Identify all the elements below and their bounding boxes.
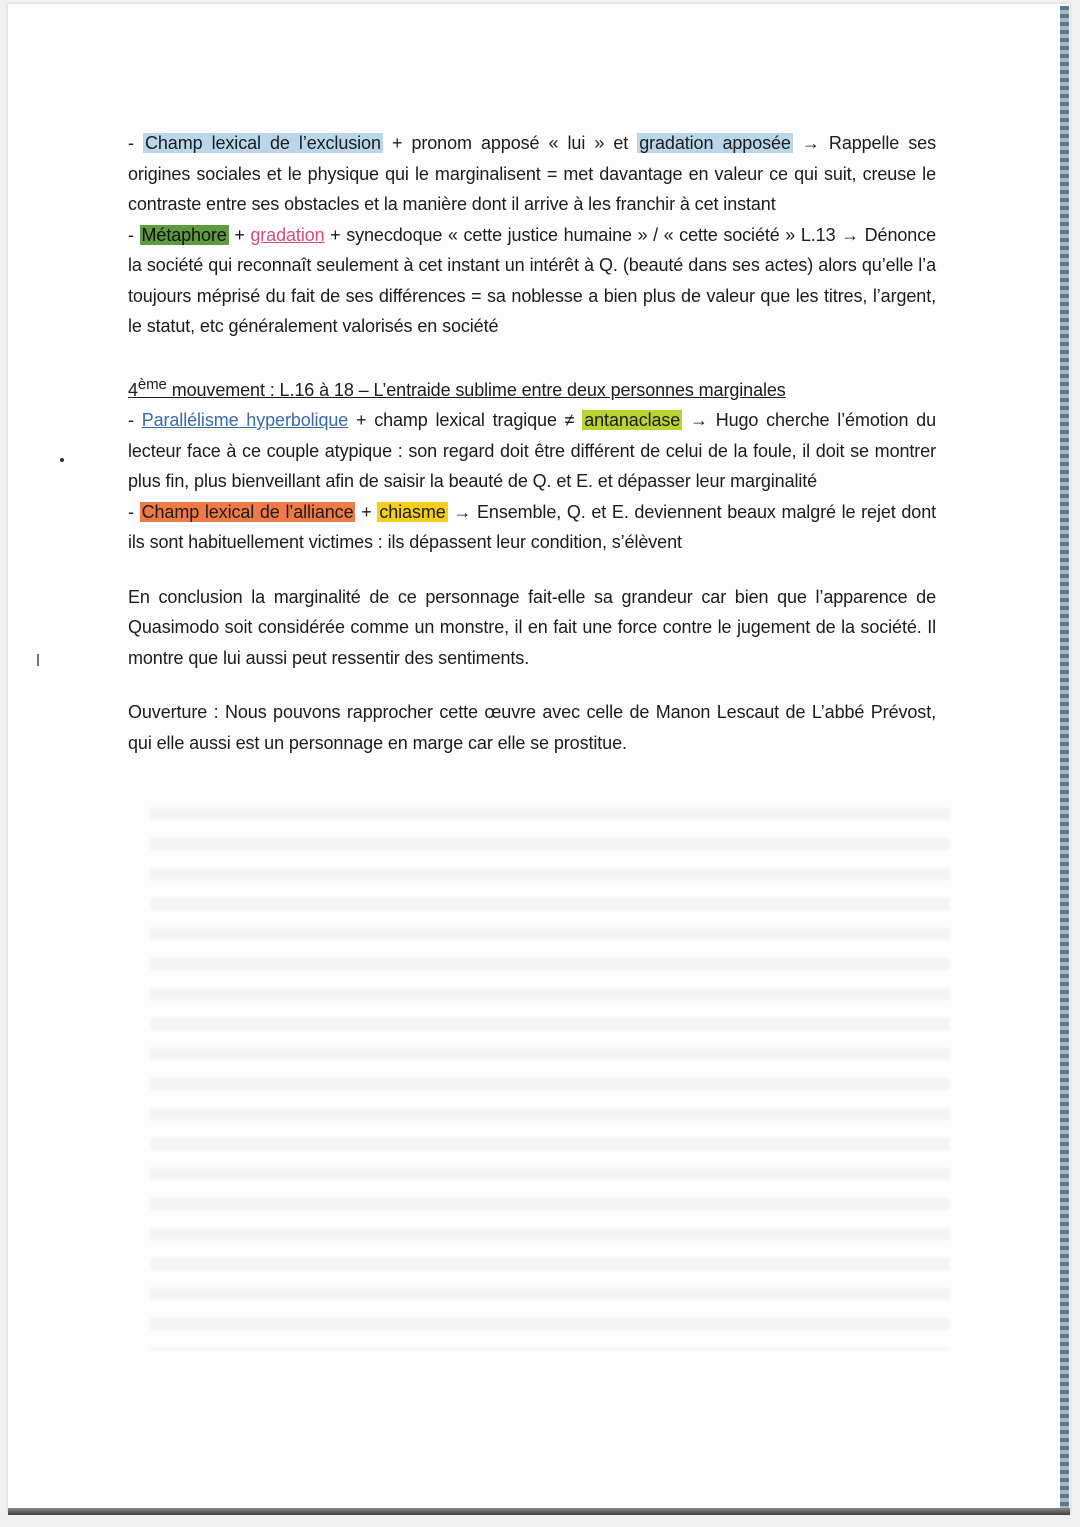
underlined-parallelisme: Parallélisme hyperbolique [141,410,349,430]
highlight-metaphore: Métaphore [141,224,227,245]
spacer [128,558,936,582]
paragraph-ouverture: Ouverture : Nous pouvons rapprocher cette œuvre avec celle de Manon Lescaut de L’abbé Prévost, qui elle aussi est un personnage en marge car elle se prostitue. [128,702,936,753]
highlight-exclusion: Champ lexical de l’exclusion [144,133,381,153]
paragraph-conclusion: En conclusion la marginalité de ce personnage fait-elle sa grandeur car bien que l’apparence de Quasimodo soit considérée comme un monstre, il en fait une force contre le jugement de la société. Il montre que lui aussi peut ressentir des sentiments. [128,586,936,668]
underlined-gradation: gradation [250,224,325,245]
margin-mark [37,654,39,666]
spacer [128,342,936,370]
highlight-antanaclase: antanaclase [584,410,681,430]
highlight-alliance: Champ lexical de l’alliance [141,501,354,522]
spacer [128,673,936,697]
bleed-through-shadow [150,790,950,1350]
section-heading-4: 4ème mouvement : L.16 à 18 – L’entraide sublime entre deux personnes marginales [128,375,786,400]
scan-bottom-edge [8,1508,1070,1515]
document-body [128,128,936,758]
margin-dot [60,458,64,462]
paragraph-parallelisme: - Parallélisme hyperbolique + champ lexical tragique ≠ antanaclase → Hugo cherche l’émotion du lecteur face à ce couple atypique : son regard doit être différent de celui de la foule, il doit se montrer plus fin, plus bienveillant afin de saisir la beauté de Q. et E. et dépasser leur marginalité [128,410,936,491]
paragraph-alliance: - Champ lexical de l’alliance + chiasme → Ensemble, Q. et E. deviennent beaux malgré le rejet dont ils sont habituellement victimes : ils dépassent leur condition, s’élèvent [128,501,937,552]
paragraph-metaphore: - Métaphore + gradation + synecdoque « cette justice humaine » / « cette société » L.13 → Dénonce la société qui reconnaît seulement à cet instant un intérêt à Q. (beauté dans ses actes) alors qu’elle l’a toujours méprisé du fait de ses différences = sa noblesse a bien plus de valeur que les titres, l’argent, le statut, etc généralement valorisés en société [128,224,937,336]
highlight-chiasme: chiasme [379,501,446,522]
paragraph-exclusion: - Champ lexical de l’exclusion + pronom apposé « lui » et gradation apposée → Rappelle ses origines sociales et le physique qui le marginalisent = met davantage en valeur ce qui suit, creuse le contraste entre ses obstacles et la manière dont il arrive à les franchir à cet instant [128,133,936,214]
highlight-gradation-apposee: gradation apposée [639,133,791,153]
binder-edge [1060,6,1069,1511]
